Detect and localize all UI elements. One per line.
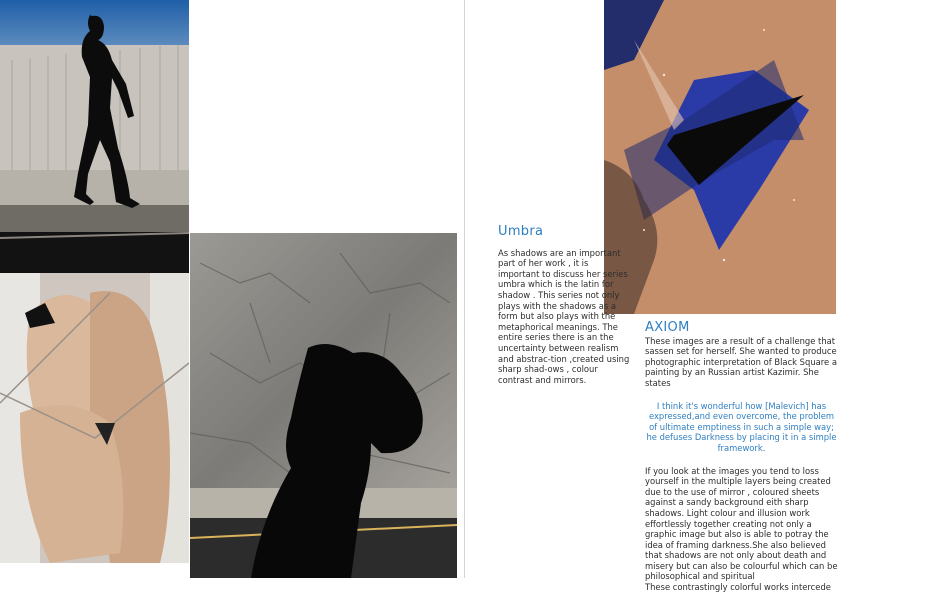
malevich-quote: I think it's wonderful how [Malevich] has expressed,and even overcome, the problem of ultimate emptiness in such a simple way; he defuses Darkness by placing it in a simple framework. — [646, 400, 837, 453]
shadow-figure-photo — [0, 0, 189, 273]
axiom-intro: These images are a result of a challenge that sassen set for herself. She wanted to produce photographic interpretation of Black Square a painting by an Russian artist Kazimir. She states — [645, 335, 837, 388]
axiom-body: If you look at the images you tend to loss yourself in the multiple layers being created due to the use of mirror , coloured sheets against a sandy background eith sharp shadows. Light colour and illusion work effortlessly together creating not only a graphic image but also is able to potray the idea of framing darkness.She also believed that shadows are not only about death and misery but can also be colourful which can be philosophical and spiritual — [645, 465, 838, 582]
umbra-body: As shadows are an important part of her work , it is important to discuss her series umbra which is the latin for shadow . This series not only plays with the shadows as a form but also plays with the metaphorical meanings. The entire series there is an the uncertainty between realism and abstrac-tion ,created using sharp shad-ows , colour contrast and mirrors. — [498, 247, 630, 385]
black-square-photo — [604, 0, 836, 314]
umbra-section — [498, 224, 630, 385]
mirror-legs-photo — [0, 273, 189, 563]
page-gutter — [464, 0, 465, 578]
umbra-heading: Umbra — [498, 224, 544, 239]
rock-shadow-photo — [190, 233, 457, 578]
axiom-section — [645, 320, 838, 593]
axiom-continuation: These contrastingly colorful works intercede — [645, 582, 831, 593]
axiom-heading: AXIOM — [645, 320, 690, 335]
